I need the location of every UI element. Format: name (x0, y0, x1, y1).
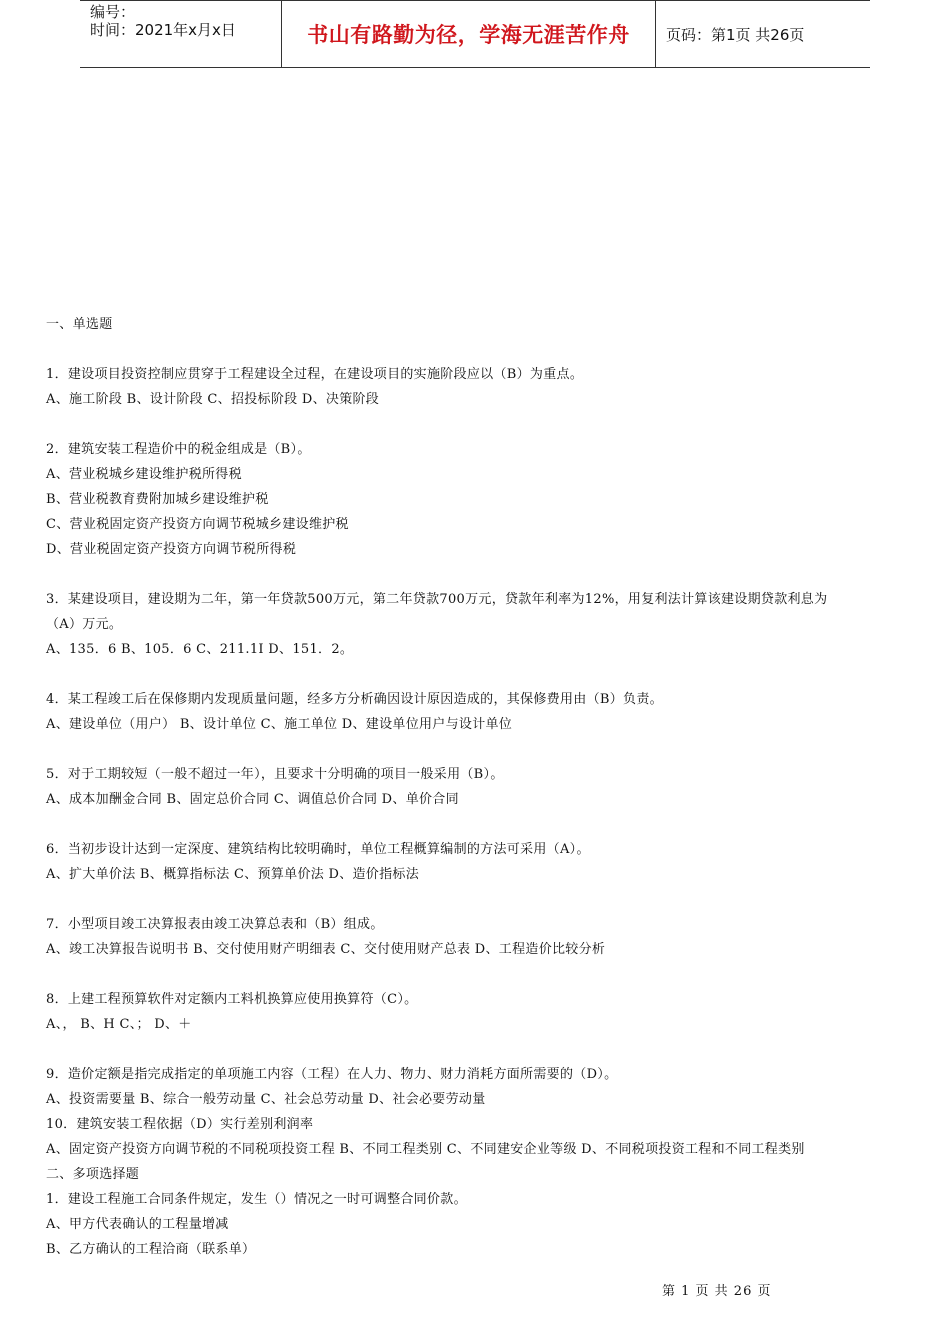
question-3-stem-continued: （A）万元。 (46, 617, 123, 632)
page-header (80, 0, 870, 68)
question-4-options: A、建设单位（用户） B、设计单位 C、施工单位 D、建设单位用户与设计单位 (46, 717, 513, 732)
question-2-option-b: B、营业税教育费附加城乡建设维护税 (46, 492, 269, 507)
question-10-stem: 10．建筑安装工程依据（D）实行差别利润率 (46, 1117, 314, 1132)
question-3-stem: 3．某建设项目，建设期为二年，第一年贷款500万元，第二年贷款700万元，贷款年利率为12%，用复利法计算该建设期贷款利息为 (46, 592, 828, 607)
document-body (46, 312, 916, 1262)
question-10-options: A、固定资产投资方向调节税的不同税项投资工程 B、不同工程类别 C、不同建安企业等级 D、不同税项投资工程和不同工程类别 (46, 1142, 805, 1157)
question-2-option-d: D、营业税固定资产投资方向调节税所得税 (46, 542, 297, 557)
document-date-label: 时间：2021年x月x日 (90, 21, 236, 39)
question-8-stem: 8．上建工程预算软件对定额内工料机换算应使用换算符（C）。 (46, 992, 418, 1007)
question-8-options: A、， B、H C、； D、＋ (46, 1017, 192, 1032)
question-7-stem: 7．小型项目竣工决算报表由竣工决算总表和（B）组成。 (46, 917, 384, 932)
multi-question-1-stem: 1．建设工程施工合同条件规定，发生（）情况之一时可调整合同价款。 (46, 1192, 467, 1207)
multi-question-1-option-a: A、甲方代表确认的工程量增减 (46, 1217, 229, 1232)
section-heading-multiple-choice: 二、多项选择题 (46, 1167, 140, 1182)
multi-question-1-option-b: B、乙方确认的工程洽商（联系单） (46, 1242, 256, 1257)
question-1-options: A、施工阶段 B、设计阶段 C、招投标阶段 D、决策阶段 (46, 392, 380, 407)
question-6-stem: 6．当初步设计达到一定深度、建筑结构比较明确时，单位工程概算编制的方法可采用（A）。 (46, 842, 590, 857)
section-heading-single-choice: 一、单选题 (46, 317, 113, 332)
page-footer: 第 1 页 共 26 页 (662, 1284, 772, 1299)
question-6-options: A、扩大单价法 B、概算指标法 C、预算单价法 D、造价指标法 (46, 867, 420, 882)
question-4-stem: 4．某工程竣工后在保修期内发现质量问题，经多方分析确因设计原因造成的，其保修费用由（B）负责。 (46, 692, 663, 707)
question-9-options: A、投资需要量 B、综合一般劳动量 C、社会总劳动量 D、社会必要劳动量 (46, 1092, 486, 1107)
question-2-option-a: A、营业税城乡建设维护税所得税 (46, 467, 242, 482)
question-3-options: A、135．6 B、105．6 C、211.1I D、151．2。 (46, 642, 354, 657)
question-2-stem: 2．建筑安装工程造价中的税金组成是（B）。 (46, 442, 311, 457)
question-5-options: A、成本加酬金合同 B、固定总价合同 C、调值总价合同 D、单价合同 (46, 792, 459, 807)
header-motto: 书山有路勤为径，学海无涯苦作舟 (282, 1, 656, 67)
question-1-stem: 1．建设项目投资控制应贯穿于工程建设全过程，在建设项目的实施阶段应以（B）为重点。 (46, 367, 584, 382)
question-7-options: A、竣工决算报告说明书 B、交付使用财产明细表 C、交付使用财产总表 D、工程造价比较分析 (46, 942, 606, 957)
question-9-stem: 9．造价定额是指完成指定的单项施工内容（工程）在人力、物力、财力消耗方面所需要的（D）。 (46, 1067, 618, 1082)
question-5-stem: 5．对于工期较短（一般不超过一年），且要求十分明确的项目一般采用（B）。 (46, 767, 504, 782)
question-2-option-c: C、营业税固定资产投资方向调节税城乡建设维护税 (46, 517, 349, 532)
document-number-label: 编号： (90, 3, 136, 21)
header-meta (80, 1, 282, 67)
header-page-number: 页码：第1页 共26页 (666, 25, 805, 44)
